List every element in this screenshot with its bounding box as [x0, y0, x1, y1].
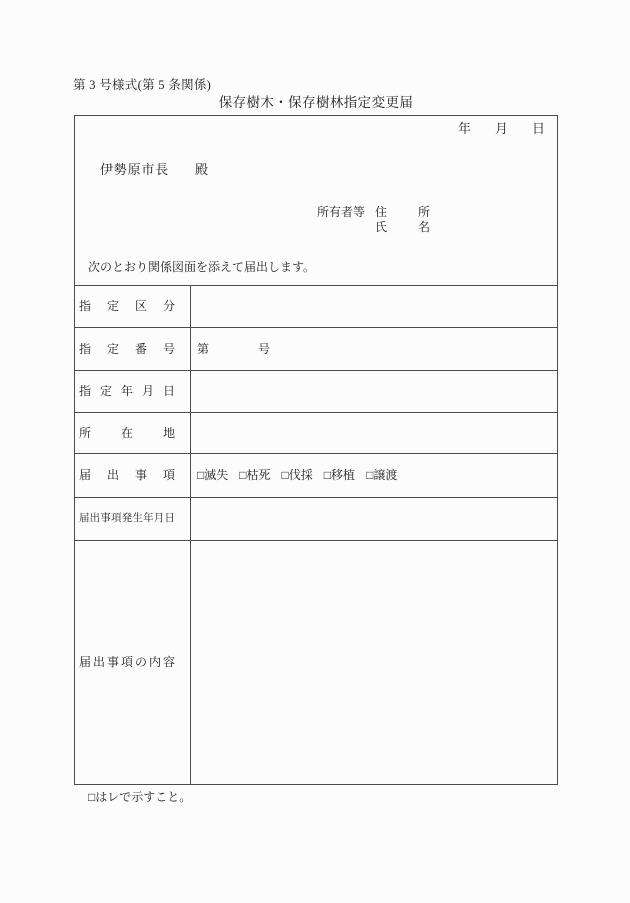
row-label: 届出事項の内容 [79, 655, 175, 669]
row-label: 届出事項発生年月日 [79, 513, 175, 525]
checkbox-option-label: 伐採 [288, 468, 313, 482]
checkbox-glyph: □ [323, 468, 332, 482]
row-label-cell [75, 328, 191, 370]
checkbox-option-ishoku [324, 468, 355, 483]
row-label-cell [75, 371, 191, 412]
row-value-cell [191, 413, 557, 453]
checkbox-option-label: 枯死 [246, 468, 271, 482]
checkbox-option-label: 滅失 [204, 468, 229, 482]
row-value-cell [191, 498, 557, 540]
owner-name-label: 氏名 [375, 220, 431, 234]
row-label: 所在地 [79, 425, 175, 440]
row-label: 届出事項 [79, 468, 175, 482]
row-label-cell [75, 498, 191, 540]
row-label: 指定番号 [79, 341, 175, 356]
table-row-notification-matter [75, 454, 557, 498]
owner-block [317, 205, 430, 235]
date-year-label: 年 [457, 121, 471, 136]
form-table [75, 285, 557, 784]
date-month-label: 月 [494, 121, 508, 136]
table-row-designation-category [75, 286, 557, 328]
addressee-line [100, 162, 209, 178]
row-label-cell [75, 541, 191, 784]
checkbox-option-koshi [239, 468, 270, 483]
row-label: 指定年月日 [79, 384, 175, 398]
table-row-occurrence-date [75, 498, 557, 541]
owner-address-label: 住所 [375, 205, 431, 219]
table-row-details [75, 541, 557, 784]
addressee-name: 伊勢原市長 [100, 162, 170, 177]
row-value-cell [191, 454, 557, 497]
row-value-cell [191, 328, 557, 370]
date-line [458, 121, 545, 137]
intro-text: 次のとおり関係図面を添えて届出します。 [88, 260, 316, 274]
row-value-cell [191, 286, 557, 327]
row-label-cell [75, 413, 191, 453]
row-value-cell [191, 371, 557, 412]
page-title: 保存樹木・保存樹林指定変更届 [218, 95, 414, 110]
form-border-box [74, 115, 558, 785]
addressee-honorific: 殿 [195, 162, 209, 177]
checkbox-option-joto [366, 468, 397, 483]
row-value-cell [191, 541, 557, 784]
table-row-designation-date [75, 371, 557, 413]
checkbox-glyph: □ [281, 468, 289, 482]
owner-label: 所有者等 [317, 205, 366, 219]
owner-spacer [317, 220, 365, 235]
table-row-location [75, 413, 557, 454]
table-row-designation-number [75, 328, 557, 371]
checkbox-glyph: □ [197, 468, 205, 482]
checkbox-option-label: 譲渡 [373, 468, 398, 482]
row-label-cell [75, 454, 191, 497]
checkbox-glyph: □ [366, 468, 374, 482]
checkbox-option-metsushitsu [197, 468, 228, 483]
footnote: □はレで示すこと。 [88, 790, 192, 804]
number-prefix: 第 [197, 341, 210, 356]
checkbox-option-label: 移植 [331, 468, 356, 482]
checkbox-options [197, 468, 397, 483]
row-label-cell [75, 286, 191, 327]
row-label: 指定区分 [79, 299, 175, 313]
number-suffix: 号 [258, 341, 271, 356]
form-number: 第 3 号様式(第 5 条関係) [73, 78, 212, 92]
checkbox-option-bassai [282, 468, 313, 483]
date-day-label: 日 [531, 121, 545, 136]
checkbox-glyph: □ [239, 468, 247, 482]
